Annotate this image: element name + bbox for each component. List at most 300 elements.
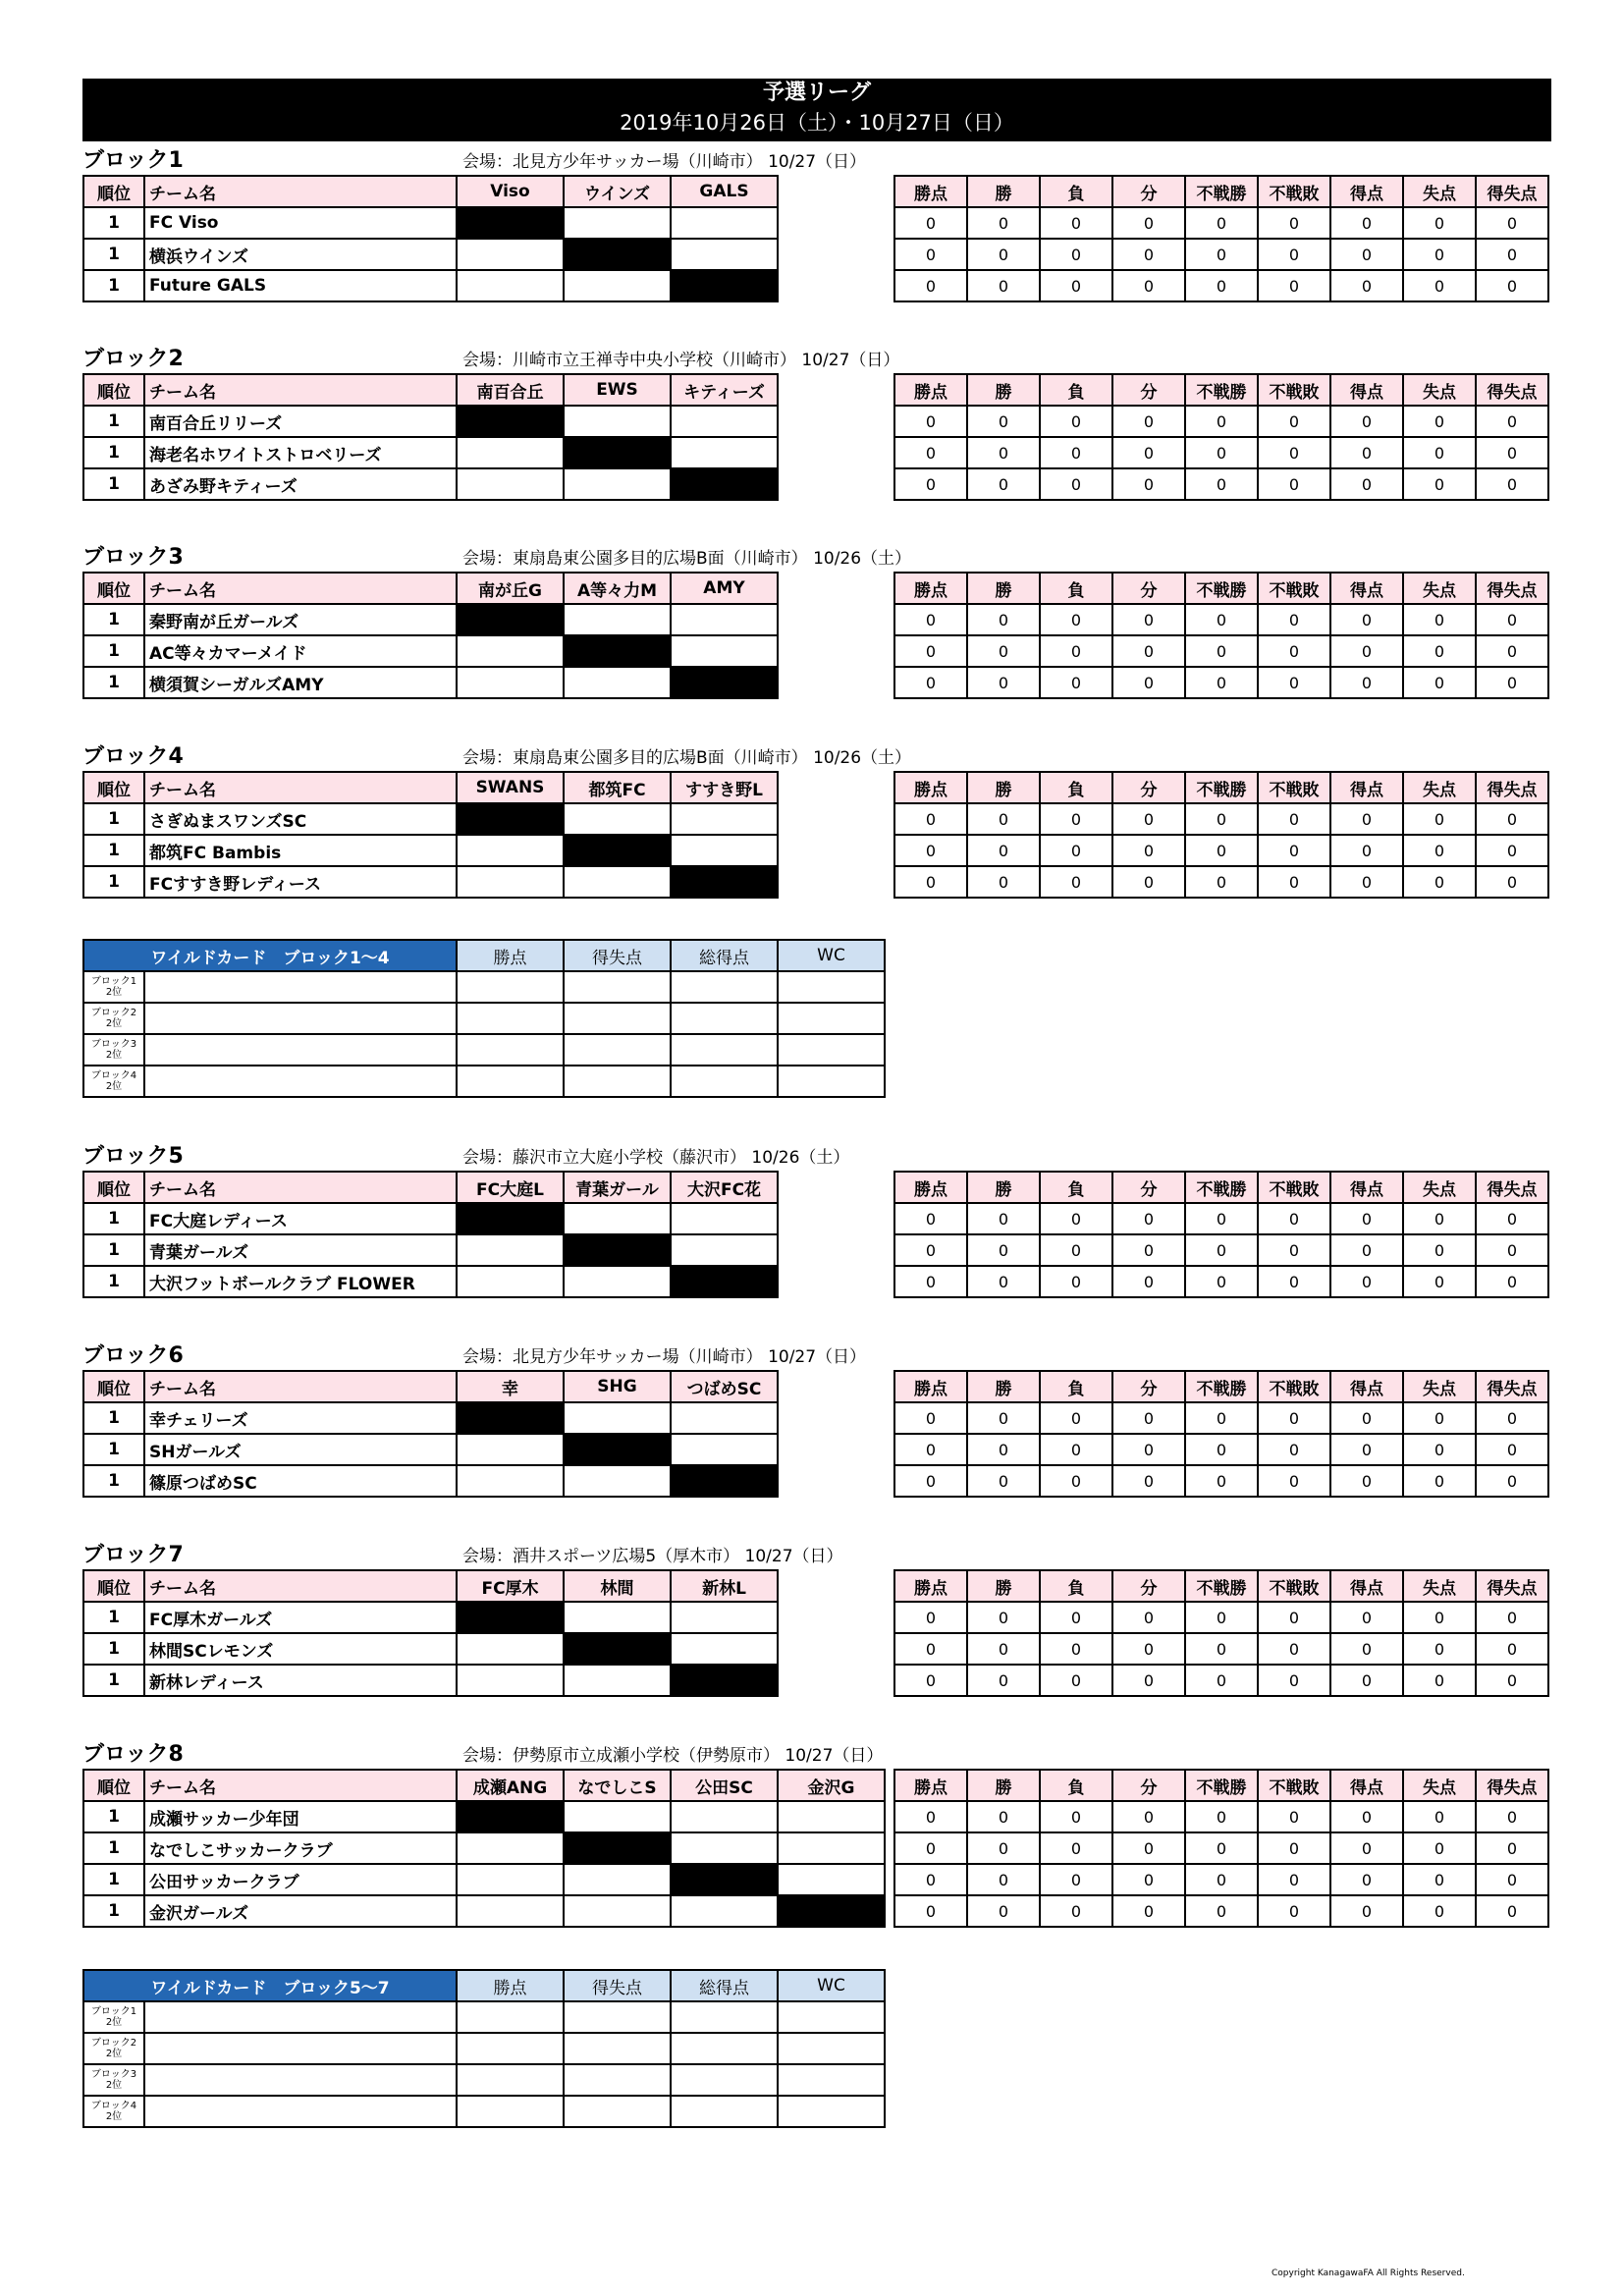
opponent-header: 公田SC	[671, 1770, 778, 1801]
self-match-cell	[457, 1602, 564, 1633]
stat-cell: 0	[1403, 239, 1476, 270]
rank-header: 順位	[83, 573, 144, 604]
opponent-header: SWANS	[457, 772, 564, 803]
self-match-cell	[564, 1434, 671, 1465]
block-header	[82, 340, 1551, 373]
standings-row	[894, 1895, 1548, 1927]
result-cell	[564, 1801, 671, 1832]
stat-cell: 0	[1330, 866, 1403, 898]
stat-cell: 0	[1476, 1801, 1548, 1832]
block-venue: 会場：伊勢原市立成瀬小学校（伊勢原市） 10/27（日）	[462, 1746, 884, 1766]
stat-cell: 0	[1112, 1602, 1185, 1633]
stat-cell: 0	[1185, 803, 1258, 835]
stat-cell: 0	[1185, 1234, 1258, 1266]
team-rank: 1	[83, 635, 144, 667]
stat-cell: 0	[1258, 803, 1330, 835]
standings-header: 失点	[1403, 374, 1476, 406]
standings-header: 勝点	[894, 573, 967, 604]
stat-cell: 0	[894, 437, 967, 468]
stat-cell: 0	[1112, 866, 1185, 898]
team-name: FC大庭レディース	[144, 1203, 457, 1234]
result-cell	[564, 866, 671, 898]
team-rank: 1	[83, 1465, 144, 1497]
stat-cell: 0	[894, 1864, 967, 1895]
stat-cell: 0	[1040, 635, 1112, 667]
self-match-cell	[671, 468, 778, 500]
standings-header: 得失点	[1476, 1371, 1548, 1402]
standings-row	[894, 1434, 1548, 1465]
result-cell	[671, 1832, 778, 1864]
stat-cell: 0	[1330, 1402, 1403, 1434]
match-table	[82, 572, 779, 699]
stat-cell: 0	[1185, 1633, 1258, 1665]
block-name: ブロック4	[82, 744, 184, 769]
wildcard-row-label	[83, 1066, 144, 1097]
stat-cell: 0	[1040, 1602, 1112, 1633]
stat-cell: 0	[894, 1266, 967, 1297]
stat-cell: 0	[894, 835, 967, 866]
standings-row	[894, 1633, 1548, 1665]
standings-header-row	[894, 573, 1548, 604]
match-table	[82, 1370, 779, 1498]
stat-cell: 0	[967, 866, 1040, 898]
stat-cell: 0	[1403, 1266, 1476, 1297]
stat-cell: 0	[1185, 866, 1258, 898]
wildcard-row-label	[83, 1003, 144, 1034]
block-venue: 会場：東扇島東公園多目的広場B面（川崎市） 10/26（土）	[462, 748, 912, 768]
wildcard-block-label: ブロック4	[90, 2101, 137, 2111]
stat-cell: 0	[1112, 207, 1185, 239]
wildcard-cell	[671, 2096, 778, 2127]
stat-cell: 0	[1112, 667, 1185, 698]
stat-cell: 0	[894, 803, 967, 835]
standings-header-row	[894, 176, 1548, 207]
self-match-cell	[564, 835, 671, 866]
stat-cell: 0	[1476, 1203, 1548, 1234]
stat-cell: 0	[1330, 270, 1403, 301]
stat-cell: 0	[1185, 1665, 1258, 1696]
wildcard-place-label: 2位	[105, 2017, 123, 2028]
stat-cell: 0	[1330, 635, 1403, 667]
self-match-cell	[457, 1402, 564, 1434]
stat-cell: 0	[894, 239, 967, 270]
stat-cell: 0	[1112, 803, 1185, 835]
result-cell	[671, 1801, 778, 1832]
block-venue: 会場：東扇島東公園多目的広場B面（川崎市） 10/26（土）	[462, 549, 912, 569]
result-cell	[457, 1266, 564, 1297]
standings-header: 勝点	[894, 1570, 967, 1602]
stat-cell: 0	[1112, 1665, 1185, 1696]
stat-cell: 0	[967, 1203, 1040, 1234]
stat-cell: 0	[1258, 437, 1330, 468]
standings-table	[893, 1569, 1549, 1697]
team-rank: 1	[83, 1234, 144, 1266]
opponent-header: なでしこS	[564, 1770, 671, 1801]
standings-row	[894, 1602, 1548, 1633]
stat-cell: 0	[894, 1801, 967, 1832]
result-cell	[564, 604, 671, 635]
wildcard-cell	[457, 1003, 564, 1034]
stat-cell: 0	[1112, 437, 1185, 468]
wildcard-row	[83, 1034, 885, 1066]
stat-cell: 0	[1403, 207, 1476, 239]
stat-cell: 0	[894, 207, 967, 239]
stat-cell: 0	[1112, 635, 1185, 667]
stat-cell: 0	[1403, 1832, 1476, 1864]
team-row	[83, 835, 778, 866]
rank-header: 順位	[83, 1570, 144, 1602]
stat-cell: 0	[1258, 1801, 1330, 1832]
wildcard-col-header: 得失点	[564, 1970, 671, 2001]
stat-cell: 0	[1476, 1665, 1548, 1696]
wildcard-cell	[457, 1066, 564, 1097]
standings-header: 負	[1040, 1172, 1112, 1203]
match-header-row	[83, 573, 778, 604]
block	[82, 538, 1551, 705]
wildcard-row-label	[83, 1034, 144, 1066]
stat-cell: 0	[967, 468, 1040, 500]
standings-header: 不戦勝	[1185, 573, 1258, 604]
result-cell	[671, 1895, 778, 1927]
wildcard-cell	[778, 971, 885, 1003]
standings-table	[893, 1171, 1549, 1298]
block-header	[82, 1337, 1551, 1370]
match-table	[82, 771, 779, 899]
stat-cell: 0	[1040, 1465, 1112, 1497]
standings-row	[894, 1402, 1548, 1434]
stat-cell: 0	[1040, 1633, 1112, 1665]
standings-header: 得点	[1330, 1770, 1403, 1801]
standings-header: 不戦勝	[1185, 1770, 1258, 1801]
stat-cell: 0	[894, 1895, 967, 1927]
team-rank: 1	[83, 1633, 144, 1665]
copyright: Copyright KanagawaFA All Rights Reserved.	[1272, 2269, 1465, 2278]
stat-cell: 0	[1476, 1602, 1548, 1633]
stat-cell: 0	[1330, 207, 1403, 239]
standings-header: 勝点	[894, 772, 967, 803]
rank-header: 順位	[83, 176, 144, 207]
team-name: さぎぬまスワンズSC	[144, 803, 457, 835]
opponent-header: 林間	[564, 1570, 671, 1602]
result-cell	[671, 604, 778, 635]
stat-cell: 0	[1040, 1203, 1112, 1234]
standings-header: 不戦敗	[1258, 1172, 1330, 1203]
block-name: ブロック6	[82, 1343, 184, 1368]
team-name: 横浜ウインズ	[144, 239, 457, 270]
stat-cell: 0	[1185, 1832, 1258, 1864]
stat-cell: 0	[1112, 1402, 1185, 1434]
stat-cell: 0	[1258, 1864, 1330, 1895]
stat-cell: 0	[894, 866, 967, 898]
result-cell	[457, 1864, 564, 1895]
team-rank: 1	[83, 1864, 144, 1895]
team-name: 秦野南が丘ガールズ	[144, 604, 457, 635]
stat-cell: 0	[1258, 835, 1330, 866]
standings-header: 失点	[1403, 1570, 1476, 1602]
stat-cell: 0	[967, 635, 1040, 667]
stat-cell: 0	[894, 1602, 967, 1633]
team-row	[83, 437, 778, 468]
stat-cell: 0	[1403, 1633, 1476, 1665]
standings-header: 分	[1112, 573, 1185, 604]
standings-header: 不戦敗	[1258, 1371, 1330, 1402]
result-cell	[564, 1266, 671, 1297]
team-rank: 1	[83, 604, 144, 635]
stat-cell: 0	[1258, 468, 1330, 500]
team-row	[83, 1633, 778, 1665]
team-row	[83, 406, 778, 437]
team-name: SHガールズ	[144, 1434, 457, 1465]
opponent-header: Viso	[457, 176, 564, 207]
team-header: チーム名	[144, 573, 457, 604]
stat-cell: 0	[967, 1665, 1040, 1696]
stat-cell: 0	[1330, 239, 1403, 270]
team-name: 南百合丘リリーズ	[144, 406, 457, 437]
self-match-cell	[457, 406, 564, 437]
block	[82, 340, 1551, 507]
standings-header: 不戦勝	[1185, 1172, 1258, 1203]
standings-header: 分	[1112, 1570, 1185, 1602]
result-cell	[564, 207, 671, 239]
stat-cell: 0	[1258, 1832, 1330, 1864]
team-row	[83, 1434, 778, 1465]
self-match-cell	[564, 437, 671, 468]
standings-header: 得失点	[1476, 176, 1548, 207]
stat-cell: 0	[967, 667, 1040, 698]
standings-row	[894, 270, 1548, 301]
stat-cell: 0	[1403, 604, 1476, 635]
block-name: ブロック8	[82, 1742, 184, 1767]
stat-cell: 0	[1185, 1801, 1258, 1832]
standings-header: 得失点	[1476, 1770, 1548, 1801]
wildcard-cell	[778, 2064, 885, 2096]
stat-cell: 0	[1330, 604, 1403, 635]
stat-cell: 0	[894, 1434, 967, 1465]
wildcard-header-row	[83, 1970, 885, 2001]
stat-cell: 0	[1185, 1203, 1258, 1234]
standings-row	[894, 803, 1548, 835]
team-rank: 1	[83, 207, 144, 239]
stat-cell: 0	[1185, 604, 1258, 635]
standings-header: 得点	[1330, 374, 1403, 406]
result-cell	[564, 1402, 671, 1434]
stat-cell: 0	[1330, 667, 1403, 698]
standings-row	[894, 239, 1548, 270]
match-header-row	[83, 1770, 885, 1801]
standings-header: 失点	[1403, 1770, 1476, 1801]
result-cell	[564, 270, 671, 301]
team-row	[83, 1266, 778, 1297]
self-match-cell	[671, 1665, 778, 1696]
match-table	[82, 1769, 886, 1928]
stat-cell: 0	[1258, 1665, 1330, 1696]
stat-cell: 0	[1403, 468, 1476, 500]
block-name: ブロック5	[82, 1144, 184, 1169]
block-header	[82, 1536, 1551, 1569]
wildcard-cell	[778, 2001, 885, 2033]
stat-cell: 0	[1403, 835, 1476, 866]
standings-header: 得失点	[1476, 573, 1548, 604]
match-header-row	[83, 176, 778, 207]
wildcard-row	[83, 2033, 885, 2064]
result-cell	[671, 803, 778, 835]
standings-header: 勝点	[894, 1770, 967, 1801]
result-cell	[671, 406, 778, 437]
stat-cell: 0	[967, 239, 1040, 270]
stat-cell: 0	[1403, 1665, 1476, 1696]
stat-cell: 0	[1403, 1895, 1476, 1927]
wildcard-cell	[564, 2033, 671, 2064]
stat-cell: 0	[1403, 406, 1476, 437]
self-match-cell	[457, 1801, 564, 1832]
wildcard-cell	[457, 1034, 564, 1066]
stat-cell: 0	[967, 604, 1040, 635]
standings-row	[894, 1665, 1548, 1696]
wildcard-cell	[778, 1003, 885, 1034]
standings-row	[894, 635, 1548, 667]
opponent-header: 南が丘G	[457, 573, 564, 604]
stat-cell: 0	[1476, 406, 1548, 437]
stat-cell: 0	[1040, 1434, 1112, 1465]
block-name: ブロック3	[82, 545, 184, 570]
result-cell	[457, 866, 564, 898]
team-row	[83, 1864, 885, 1895]
standings-header: 勝	[967, 772, 1040, 803]
stat-cell: 0	[1185, 1434, 1258, 1465]
team-rank: 1	[83, 1801, 144, 1832]
stat-cell: 0	[1258, 270, 1330, 301]
wildcard-cell	[778, 2033, 885, 2064]
result-cell	[457, 1434, 564, 1465]
team-name: あざみ野キティーズ	[144, 468, 457, 500]
self-match-cell	[778, 1895, 885, 1927]
stat-cell: 0	[1258, 1465, 1330, 1497]
result-cell	[457, 635, 564, 667]
stat-cell: 0	[1040, 207, 1112, 239]
team-header: チーム名	[144, 772, 457, 803]
match-header-row	[83, 1371, 778, 1402]
result-cell	[564, 1864, 671, 1895]
rank-header: 順位	[83, 1770, 144, 1801]
wildcard-col-header: 勝点	[457, 1970, 564, 2001]
result-cell	[457, 1633, 564, 1665]
standings-header-row	[894, 1570, 1548, 1602]
standings-header: 負	[1040, 1570, 1112, 1602]
standings-header: 得失点	[1476, 1172, 1548, 1203]
block-venue: 会場：藤沢市立大庭小学校（藤沢市） 10/26（土）	[462, 1148, 850, 1168]
standings-header: 不戦勝	[1185, 1570, 1258, 1602]
self-match-cell	[457, 207, 564, 239]
stat-cell: 0	[894, 270, 967, 301]
stat-cell: 0	[894, 468, 967, 500]
stat-cell: 0	[1403, 866, 1476, 898]
wildcard-col-header: 総得点	[671, 1970, 778, 2001]
standings-row	[894, 468, 1548, 500]
stat-cell: 0	[1476, 437, 1548, 468]
stat-cell: 0	[1112, 1266, 1185, 1297]
team-name: 大沢フットボールクラブ FLOWER	[144, 1266, 457, 1297]
result-cell	[457, 270, 564, 301]
page-title: 予選リーグ	[762, 81, 871, 105]
stat-cell: 0	[1040, 803, 1112, 835]
stat-cell: 0	[967, 437, 1040, 468]
standings-header: 得点	[1330, 573, 1403, 604]
stat-cell: 0	[894, 1402, 967, 1434]
team-row	[83, 468, 778, 500]
standings-header: 勝	[967, 1371, 1040, 1402]
result-cell	[671, 239, 778, 270]
stat-cell: 0	[1112, 1864, 1185, 1895]
standings-row	[894, 866, 1548, 898]
stat-cell: 0	[1185, 207, 1258, 239]
standings-header: 負	[1040, 374, 1112, 406]
stat-cell: 0	[1403, 1402, 1476, 1434]
stat-cell: 0	[1330, 1832, 1403, 1864]
team-name: なでしこサッカークラブ	[144, 1832, 457, 1864]
stat-cell: 0	[1258, 604, 1330, 635]
stat-cell: 0	[1476, 270, 1548, 301]
standings-table	[893, 1370, 1549, 1498]
stat-cell: 0	[1330, 1434, 1403, 1465]
self-match-cell	[671, 667, 778, 698]
opponent-header: ウインズ	[564, 176, 671, 207]
wildcard-cell	[144, 2064, 457, 2096]
stat-cell: 0	[894, 1234, 967, 1266]
self-match-cell	[671, 1864, 778, 1895]
stat-cell: 0	[1112, 239, 1185, 270]
stat-cell: 0	[1112, 1633, 1185, 1665]
opponent-header: つばめSC	[671, 1371, 778, 1402]
result-cell	[671, 207, 778, 239]
result-cell	[671, 1234, 778, 1266]
wildcard-place-label: 2位	[105, 987, 123, 998]
self-match-cell	[457, 1203, 564, 1234]
stat-cell: 0	[1476, 1633, 1548, 1665]
standings-header: 負	[1040, 1770, 1112, 1801]
stat-cell: 0	[1112, 1895, 1185, 1927]
wildcard-cell	[564, 1003, 671, 1034]
result-cell	[457, 1234, 564, 1266]
result-cell	[564, 1895, 671, 1927]
standings-header: 勝	[967, 1172, 1040, 1203]
standings-header: 勝点	[894, 374, 967, 406]
stat-cell: 0	[1403, 1434, 1476, 1465]
team-row	[83, 1832, 885, 1864]
wildcard-col-header: 総得点	[671, 940, 778, 971]
self-match-cell	[457, 604, 564, 635]
team-row	[83, 635, 778, 667]
self-match-cell	[671, 270, 778, 301]
stat-cell: 0	[1040, 437, 1112, 468]
standings-row	[894, 437, 1548, 468]
stat-cell: 0	[894, 1203, 967, 1234]
stat-cell: 0	[967, 1234, 1040, 1266]
standings-header: 不戦敗	[1258, 772, 1330, 803]
stat-cell: 0	[1476, 239, 1548, 270]
wildcard-block-label: ブロック2	[90, 1008, 137, 1018]
result-cell	[457, 1832, 564, 1864]
stat-cell: 0	[1330, 1602, 1403, 1633]
wildcard-col-header: WC	[778, 1970, 885, 2001]
standings-header: 不戦敗	[1258, 573, 1330, 604]
team-row	[83, 803, 778, 835]
stat-cell: 0	[1476, 835, 1548, 866]
team-rank: 1	[83, 1402, 144, 1434]
team-rank: 1	[83, 1832, 144, 1864]
result-cell	[778, 1832, 885, 1864]
stat-cell: 0	[967, 835, 1040, 866]
self-match-cell	[671, 1266, 778, 1297]
